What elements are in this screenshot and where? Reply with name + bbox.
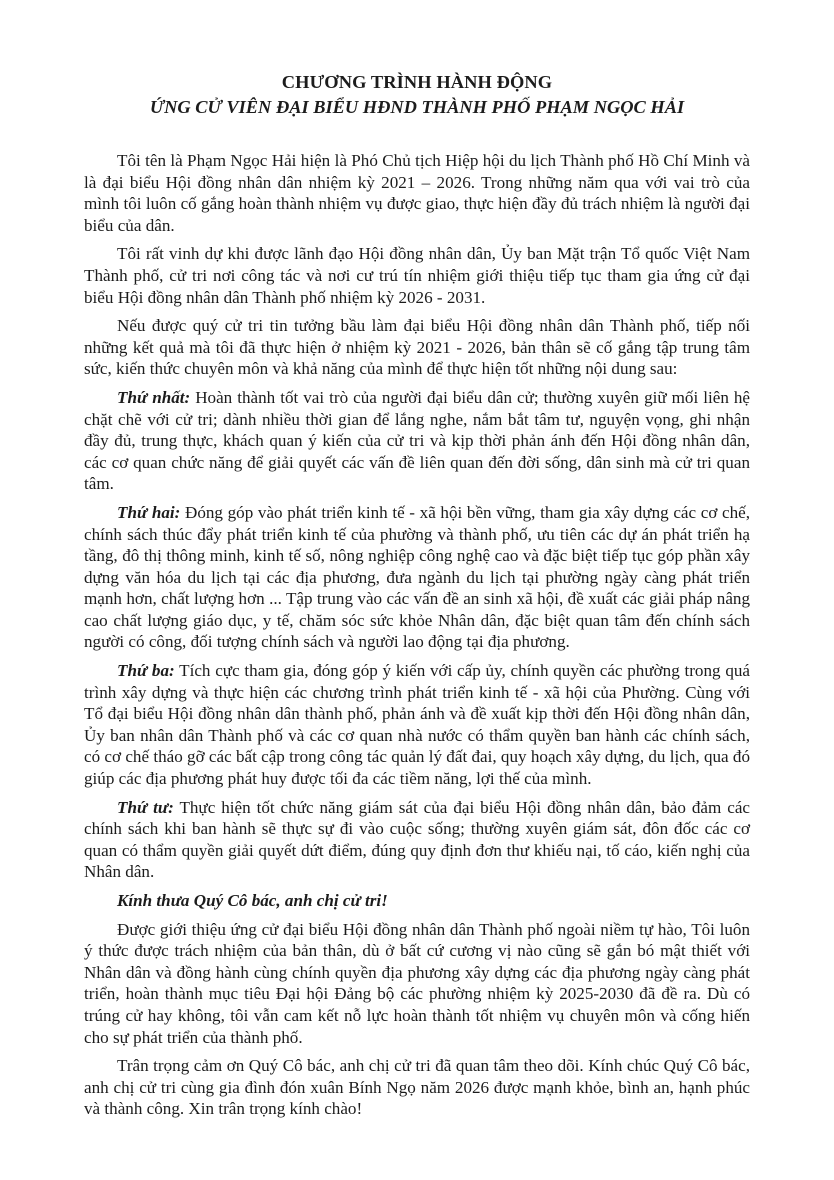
point-first-label: Thứ nhất: — [117, 387, 191, 407]
point-second-text: Đóng góp vào phát triển kinh tế - xã hội bền vững, tham gia xây dựng các cơ chế, chính sách thúc đẩy phát triển kinh tế của phường và thành phố, ưu tiên các dự án phát triển hạ tầng, đô thị thông minh, kinh tế số, nông nghiệp công nghệ cao và đặc biệt tiếp tục góp phần xây dựng văn hóa du lịch tại các địa phương, đưa ngành du lịch tại phường ngày càng phát triển mạnh hơn, chất lượng hơn ... Tập trung vào các vấn đề an sinh xã hội, đề xuất các giải pháp nâng cao chất lượng giáo dục, y tế, chăm sóc sức khỏe Nhân dân, đặc biệt quan tâm đến chính sách người có công, đối tượng chính sách và người lao động tại địa phương. — [84, 502, 750, 652]
document-title — [84, 70, 750, 120]
point-second-label: Thứ hai: — [117, 502, 181, 522]
intro-paragraph: Tôi tên là Phạm Ngọc Hải hiện là Phó Chủ tịch Hiệp hội du lịch Thành phố Hồ Chí Minh và là đại biểu Hội đồng nhân dân nhiệm kỳ 2021 – 2026. Trong những năm qua với vai trò của mình tôi luôn cố gắng hoàn thành nhiệm vụ được giao, thực hiện đầy đủ trách nhiệm là người đại biểu của dân. — [84, 151, 750, 235]
point-fourth-label: Thứ tư: — [117, 797, 174, 817]
title-line-1: CHƯƠNG TRÌNH HÀNH ĐỘNG — [281, 72, 553, 92]
salutation-heading: Kính thưa Quý Cô bác, anh chị cử tri! — [117, 891, 388, 910]
nomination-paragraph: Tôi rất vinh dự khi được lãnh đạo Hội đồng nhân dân, Ủy ban Mặt trận Tổ quốc Việt Nam Thành phố, cử tri nơi công tác và nơi cư trú tín nhiệm giới thiệu tiếp tục tham gia ứng cử đại biểu Hội đồng nhân dân Thành phố nhiệm kỳ 2026 - 2031. — [84, 244, 750, 307]
point-third-label: Thứ ba: — [117, 661, 175, 681]
commitment-paragraph: Nếu được quý cử tri tin tưởng bầu làm đại biểu Hội đồng nhân dân Thành phố, tiếp nối những kết quả mà tôi đã thực hiện ở nhiệm kỳ 2021 - 2026, bản thân sẽ cố gắng tập trung tâm sức, kiến thức chuyên môn và khả năng của mình để thực hiện tốt những nội dung sau: — [84, 316, 750, 379]
point-first-text: Hoàn thành tốt vai trò của người đại biểu dân cử; thường xuyên giữ mối liên hệ chặt chẽ với cử tri; dành nhiều thời gian để lắng nghe, nắm bắt tâm tư, nguyện vọng, ghi nhận đầy đủ, trung thực, khách quan ý kiến của cử tri và kịp thời phản ánh đến Hội đồng nhân dân, các cơ quan chức năng để giải quyết các vấn đề liên quan đến đời sống, dân sinh mà cử tri quan tâm. — [84, 387, 751, 494]
point-third-paragraph — [84, 660, 750, 790]
point-fourth-text: Thực hiện tốt chức năng giám sát của đại biểu Hội đồng nhân dân, bảo đảm các chính sách khi ban hành sẽ thực sự đi vào cuộc sống; thường xuyên giám sát, đôn đốc các cơ quan có thẩm quyền giải quyết dứt điểm, đúng quy định đơn thư khiếu nại, tố cáo, kiến nghị của Nhân dân. — [84, 797, 750, 882]
point-first-paragraph — [84, 387, 750, 495]
closing-paragraph: Trân trọng cảm ơn Quý Cô bác, anh chị cử tri đã quan tâm theo dõi. Kính chúc Quý Cô bác, anh chị cử tri cùng gia đình đón xuân Bính Ngọ năm 2026 được mạnh khỏe, bình an, hạnh phúc và thành công. Xin trân trọng kính chào! — [84, 1056, 750, 1119]
point-second-paragraph — [84, 502, 750, 653]
point-third-text: Tích cực tham gia, đóng góp ý kiến với cấp ủy, chính quyền các phường trong quá trình xây dựng và thực hiện các chương trình phát triển kinh tế - xã hội của Phường. Cùng với Tổ đại biểu Hội đồng nhân dân thành phố, phản ánh và đề xuất kịp thời đến Hội đồng nhân dân, Ủy ban nhân dân Thành phố và các cơ quan nhà nước có thẩm quyền ban hành các chính sách, có cơ chế tháo gỡ các bất cập trong công tác quản lý đất đai, quy hoạch xây dựng, du lịch, qua đó giúp các địa phương phát huy được tối đa các tiềm năng, lợi thế của mình. — [84, 661, 750, 789]
point-fourth-paragraph — [84, 797, 750, 883]
pledge-paragraph: Được giới thiệu ứng cử đại biểu Hội đồng nhân dân Thành phố ngoài niềm tự hào, Tôi luôn ý thức được trách nhiệm của bản thân, dù ở bất cứ cương vị nào cũng sẽ gắn bó mật thiết với Nhân dân và đồng hành cùng chính quyền địa phương xây dựng các địa phương ngày càng phát triển, hoàn thành mục tiêu Đại hội Đảng bộ các phường nhiệm kỳ 2025-2030 đã đề ra. Dù có trúng cử hay không, tôi vẫn cam kết nỗ lực hoàn thành tốt nhiệm vụ chuyên môn và cống hiến cho sự phát triển của thành phố. — [84, 919, 750, 1047]
title-line-2: ỨNG CỬ VIÊN ĐẠI BIỂU HĐND THÀNH PHỐ PHẠM NGỌC HẢI — [149, 97, 685, 117]
